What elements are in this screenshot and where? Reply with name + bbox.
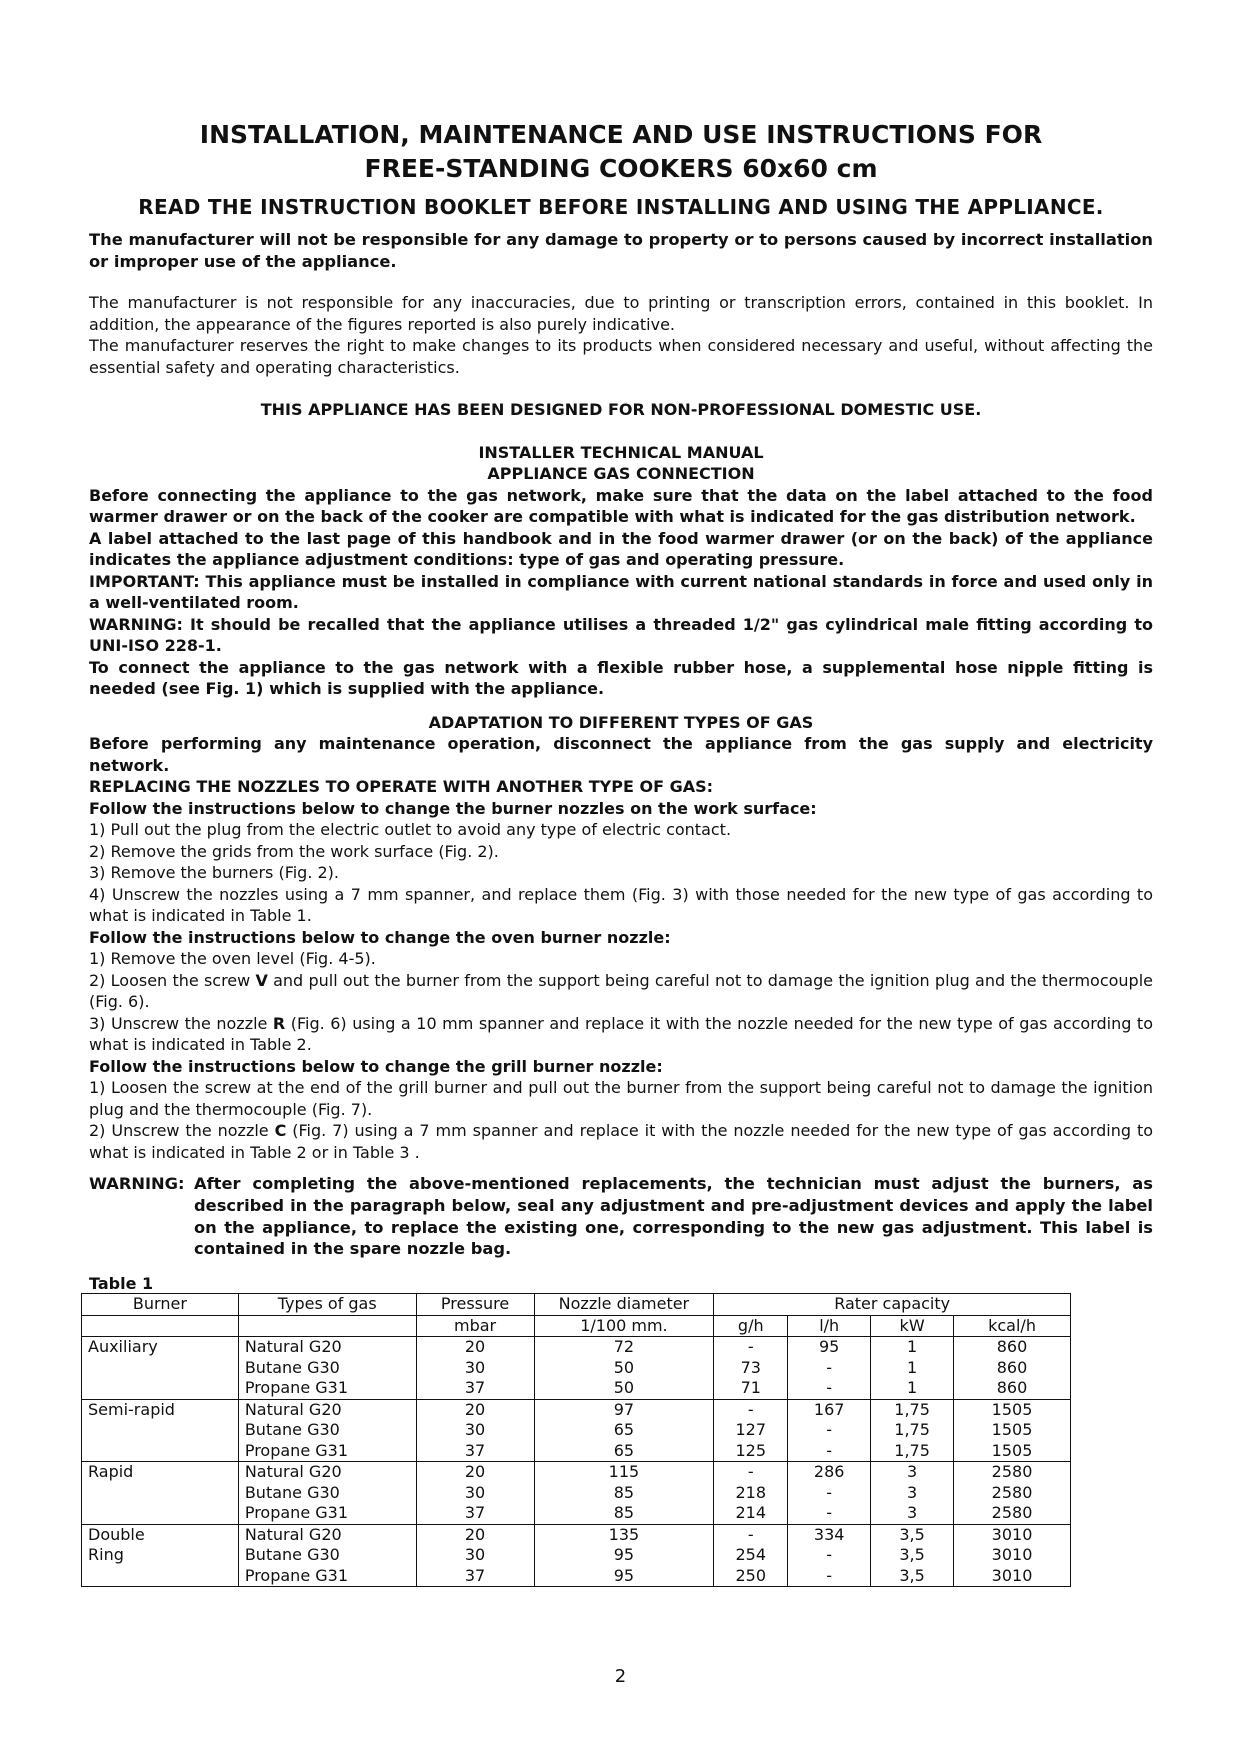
table-row — [82, 1337, 1071, 1358]
table-cell: 250 — [714, 1566, 788, 1587]
table-cell: 37 — [416, 1441, 534, 1462]
table-row — [82, 1524, 1071, 1545]
work-surface-heading: Follow the instructions below to change the burner nozzles on the work surface: — [89, 798, 817, 818]
unit-cell: g/h — [714, 1315, 788, 1337]
table-cell: 3 — [871, 1462, 954, 1483]
table-cell: - — [714, 1337, 788, 1358]
table-cell: 3 — [871, 1503, 954, 1524]
table-cell: Propane G31 — [238, 1503, 416, 1524]
table-cell: - — [714, 1524, 788, 1545]
adjustment-warning — [89, 1173, 1153, 1260]
table-cell: 1 — [871, 1378, 954, 1399]
table-cell: 860 — [954, 1358, 1071, 1379]
disclaimer-block — [89, 292, 1153, 378]
table-cell: 65 — [534, 1420, 714, 1441]
table-cell: Natural G20 — [238, 1337, 416, 1358]
header-cell: Rater capacity — [714, 1294, 1071, 1316]
page-number: 2 — [614, 1666, 627, 1687]
table-cell: 334 — [788, 1524, 871, 1545]
gas-connection-paragraph: A label attached to the last page of this handbook and in the food warmer drawer (or on the back) of the appliance indicates the appliance adjustment conditions: type of gas and operating pressure. — [89, 528, 1153, 569]
unit-cell — [82, 1315, 239, 1337]
oven-burner-heading: Follow the instructions below to change the oven burner nozzle: — [89, 927, 671, 947]
table-cell: 65 — [534, 1441, 714, 1462]
header-cell: Nozzle diameter — [534, 1294, 714, 1316]
warning-text: After completing the above-mentioned replacements, the technician must adjust the burners, as described in the paragraph below, seal any adjustment and pre-adjustment devices and apply the label on the appliance, to replace the existing one, corresponding to the new gas adjustment. This label is contained in the spare nozzle bag. — [194, 1174, 1153, 1259]
table-cell: 254 — [714, 1545, 788, 1566]
table-cell: 286 — [788, 1462, 871, 1483]
table-cell: Double — [82, 1524, 239, 1545]
table-cell: 214 — [714, 1503, 788, 1524]
table-cell: 3010 — [954, 1566, 1071, 1587]
table-cell: Auxiliary — [82, 1337, 239, 1358]
table-row — [82, 1503, 1071, 1524]
step-text: (Fig. 7) using a 7 mm spanner and replace it with the nozzle needed for the new type of gas according to what is indicated in Table 2 or in Table 3 . — [89, 1121, 1154, 1162]
table-cell: 127 — [714, 1420, 788, 1441]
table-cell: - — [788, 1378, 871, 1399]
table-cell: 125 — [714, 1441, 788, 1462]
table-cell: 1,75 — [871, 1399, 954, 1420]
step-text: 2) Unscrew the nozzle — [89, 1121, 275, 1140]
table-cell: 30 — [416, 1358, 534, 1379]
table-cell: Butane G30 — [238, 1420, 416, 1441]
instruction-step: 4) Unscrew the nozzles using a 7 mm spanner, and replace them (Fig. 3) with those needed for the new type of gas according to what is indicated in Table 1. — [89, 884, 1153, 925]
instruction-step: 2) Remove the grids from the work surface (Fig. 2). — [89, 841, 499, 861]
unit-cell: mbar — [416, 1315, 534, 1337]
table-cell: Butane G30 — [238, 1483, 416, 1504]
table-cell: 1505 — [954, 1399, 1071, 1420]
nozzle-table — [81, 1293, 1071, 1587]
section-heading: INSTALLER TECHNICAL MANUAL — [478, 442, 764, 462]
unit-cell: 1/100 mm. — [534, 1315, 714, 1337]
table-title: Table 1 — [89, 1274, 154, 1294]
table-cell: - — [788, 1441, 871, 1462]
table-cell: 3010 — [954, 1545, 1071, 1566]
table-cell: 1,75 — [871, 1420, 954, 1441]
table-cell: Butane G30 — [238, 1545, 416, 1566]
table-cell: 85 — [534, 1483, 714, 1504]
table-cell: Semi-rapid — [82, 1399, 239, 1420]
table-cell: 20 — [416, 1524, 534, 1545]
instruction-step — [89, 970, 1153, 1013]
table-cell: Natural G20 — [238, 1524, 416, 1545]
part-key: R — [272, 1013, 286, 1033]
part-key: C — [274, 1121, 287, 1140]
disclaimer-paragraph: The manufacturer reserves the right to make changes to its products when considered necessary and useful, without affecting the essential safety and operating characteristics. — [89, 336, 1153, 377]
table-cell: 167 — [788, 1399, 871, 1420]
instruction-step: 1) Pull out the plug from the electric outlet to avoid any type of electric contact. — [89, 820, 732, 839]
header-cell: Types of gas — [238, 1294, 416, 1316]
table-cell: 97 — [534, 1399, 714, 1420]
unit-cell — [238, 1315, 416, 1337]
table-cell: - — [788, 1503, 871, 1524]
table-cell: 30 — [416, 1420, 534, 1441]
instruction-step: 3) Remove the burners (Fig. 2). — [89, 863, 340, 882]
table-row — [82, 1462, 1071, 1483]
subtitle: READ THE INSTRUCTION BOOKLET BEFORE INSTALLING AND USING THE APPLIANCE. — [138, 195, 1104, 219]
table-cell: 50 — [534, 1378, 714, 1399]
table-cell: 30 — [416, 1483, 534, 1504]
table-cell: Natural G20 — [238, 1462, 416, 1483]
header-cell: Pressure — [416, 1294, 534, 1316]
table-cell: 72 — [534, 1337, 714, 1358]
gas-connection-paragraph: IMPORTANT: This appliance must be installed in compliance with current national standards in force and used only in a well-ventilated room. — [89, 571, 1153, 612]
section-heading: APPLIANCE GAS CONNECTION — [487, 464, 755, 483]
table-cell: - — [788, 1566, 871, 1587]
table-cell: 20 — [416, 1462, 534, 1483]
domestic-use-notice: THIS APPLIANCE HAS BEEN DESIGNED FOR NON-PROFESSIONAL DOMESTIC USE. — [260, 400, 982, 419]
table-cell: 2580 — [954, 1483, 1071, 1504]
instruction-step: 1) Remove the oven level (Fig. 4-5). — [89, 949, 376, 968]
table-cell: - — [714, 1399, 788, 1420]
step-text: and pull out the burner from the support being careful not to damage the ignition plug and the thermocouple (Fig. 6). — [89, 970, 1153, 1011]
gas-connection-paragraph: Before connecting the appliance to the gas network, make sure that the data on the label attached to the food warmer drawer or on the back of the cooker are compatible with what is indicated for the gas distribution network. — [89, 485, 1153, 526]
warning-label: WARNING: — [89, 1174, 185, 1193]
table-cell — [82, 1503, 239, 1524]
table-unit-row — [82, 1315, 1071, 1337]
table-cell: 20 — [416, 1337, 534, 1358]
table-row — [82, 1378, 1071, 1399]
instruction-step: 1) Loosen the screw at the end of the grill burner and pull out the burner from the support being careful not to damage the ignition plug and the thermocouple (Fig. 7). — [89, 1078, 1153, 1119]
table-cell: 3010 — [954, 1524, 1071, 1545]
table-cell: - — [788, 1545, 871, 1566]
unit-cell: l/h — [788, 1315, 871, 1337]
table-row — [82, 1483, 1071, 1504]
table-cell: Butane G30 — [238, 1358, 416, 1379]
table-cell — [82, 1358, 239, 1379]
page-content — [89, 118, 1153, 1587]
table-cell: 71 — [714, 1378, 788, 1399]
table-cell: 218 — [714, 1483, 788, 1504]
table-cell: 3,5 — [871, 1524, 954, 1545]
table-cell: 1505 — [954, 1441, 1071, 1462]
disclaimer-bold: The manufacturer will not be responsible for any damage to property or to persons caused by incorrect installation or improper use of the appliance. — [89, 230, 1153, 271]
table-cell: - — [788, 1483, 871, 1504]
table-cell: Propane G31 — [238, 1441, 416, 1462]
table-row — [82, 1545, 1071, 1566]
table-cell: Propane G31 — [238, 1566, 416, 1587]
table-cell: Rapid — [82, 1462, 239, 1483]
adaptation-subheading: REPLACING THE NOZZLES TO OPERATE WITH ANOTHER TYPE OF GAS: — [89, 777, 714, 796]
title-line-1: INSTALLATION, MAINTENANCE AND USE INSTRUCTIONS FOR — [199, 120, 1043, 149]
table-header-row — [82, 1294, 1071, 1316]
table-cell: 2580 — [954, 1462, 1071, 1483]
table-cell: 37 — [416, 1503, 534, 1524]
gas-connection-paragraph: To connect the appliance to the gas network with a flexible rubber hose, a supplemental hose nipple fitting is needed (see Fig. 1) which is supplied with the appliance. — [89, 657, 1153, 698]
table-cell: 3,5 — [871, 1545, 954, 1566]
title-line-2: FREE-STANDING COOKERS 60x60 cm — [364, 154, 878, 183]
table-cell: 95 — [534, 1545, 714, 1566]
table-row — [82, 1358, 1071, 1379]
step-text: 2) Loosen the screw — [89, 970, 256, 990]
table-row — [82, 1420, 1071, 1441]
table-cell — [82, 1441, 239, 1462]
table-cell: 85 — [534, 1503, 714, 1524]
table-cell: - — [788, 1420, 871, 1441]
table-cell: 30 — [416, 1545, 534, 1566]
table-cell — [82, 1566, 239, 1587]
instruction-step — [89, 1120, 1153, 1163]
table-cell: - — [788, 1358, 871, 1379]
table-body — [82, 1337, 1071, 1587]
unit-cell: kcal/h — [954, 1315, 1071, 1337]
table-cell: 860 — [954, 1337, 1071, 1358]
table-row — [82, 1399, 1071, 1420]
adaptation-warning: Before performing any maintenance operation, disconnect the appliance from the gas supply and electricity network. — [89, 734, 1153, 775]
table-cell — [82, 1420, 239, 1441]
table-cell: 50 — [534, 1358, 714, 1379]
unit-cell: kW — [871, 1315, 954, 1337]
disclaimer-paragraph: The manufacturer is not responsible for any inaccuracies, due to printing or transcription errors, contained in this booklet. In addition, the appearance of the figures reported is also purely indicative. — [89, 293, 1153, 334]
grill-burner-heading: Follow the instructions below to change the grill burner nozzle: — [89, 1056, 663, 1076]
table-cell: 95 — [534, 1566, 714, 1587]
section-heading: ADAPTATION TO DIFFERENT TYPES OF GAS — [428, 712, 814, 732]
table-cell: 3,5 — [871, 1566, 954, 1587]
table-cell: 1 — [871, 1337, 954, 1358]
table-cell: - — [714, 1462, 788, 1483]
table-row — [82, 1441, 1071, 1462]
header-cell: Burner — [82, 1294, 239, 1316]
table-cell: 2580 — [954, 1503, 1071, 1524]
table-cell: 135 — [534, 1524, 714, 1545]
table-cell: 37 — [416, 1378, 534, 1399]
table-cell: 1 — [871, 1358, 954, 1379]
table-cell: Natural G20 — [238, 1399, 416, 1420]
table-cell — [82, 1483, 239, 1504]
table-cell: 95 — [788, 1337, 871, 1358]
part-key: V — [255, 970, 268, 990]
step-text: (Fig. 6) using a 10 mm spanner and replace it with the nozzle needed for the new type of gas according to what is indicated in Table 2. — [89, 1013, 1153, 1054]
table-cell: Propane G31 — [238, 1378, 416, 1399]
table-cell: 1,75 — [871, 1441, 954, 1462]
table-cell: 860 — [954, 1378, 1071, 1399]
table-cell — [82, 1378, 239, 1399]
gas-connection-paragraph: WARNING: It should be recalled that the appliance utilises a threaded 1/2" gas cylindrical male fitting according to UNI-ISO 228-1. — [89, 614, 1153, 655]
table-cell: 1505 — [954, 1420, 1071, 1441]
table-cell: 37 — [416, 1566, 534, 1587]
table-cell: 3 — [871, 1483, 954, 1504]
instruction-step — [89, 1013, 1153, 1056]
table-row — [82, 1566, 1071, 1587]
step-text: 3) Unscrew the nozzle — [89, 1013, 273, 1033]
table-cell: 115 — [534, 1462, 714, 1483]
table-cell: 73 — [714, 1358, 788, 1379]
table-cell: Ring — [82, 1545, 239, 1566]
table-cell: 20 — [416, 1399, 534, 1420]
